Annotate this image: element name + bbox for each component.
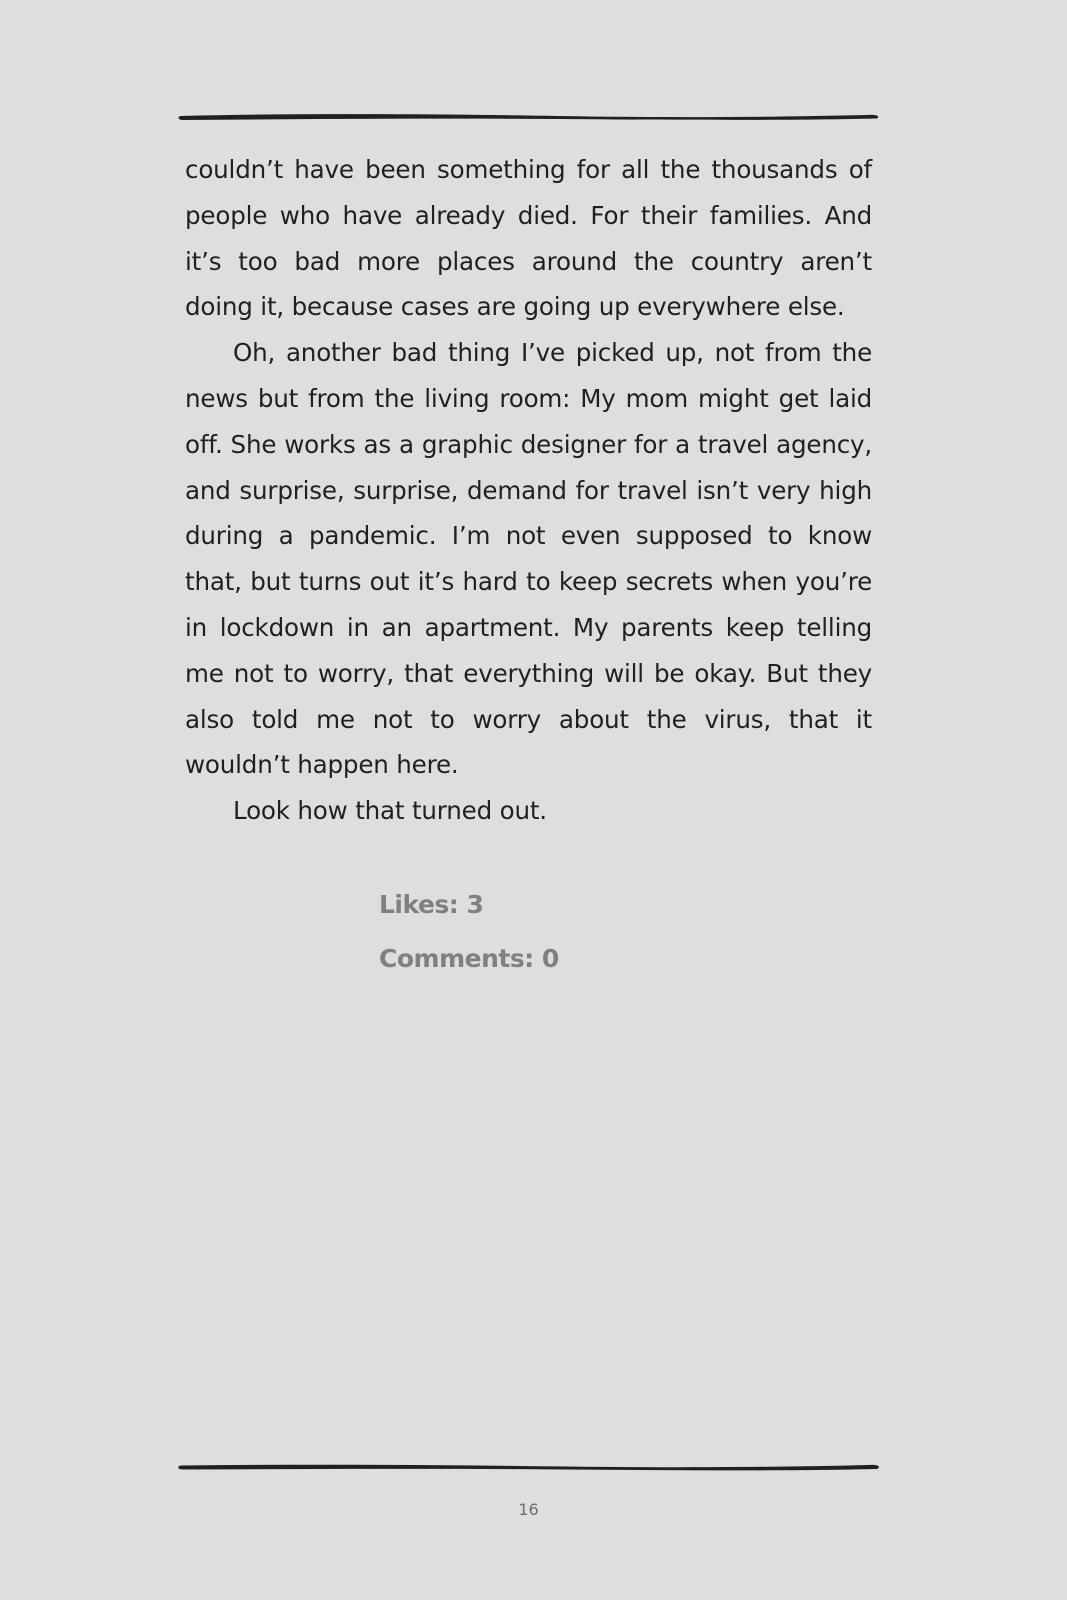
post-stats: [379, 888, 559, 996]
body-text: [185, 147, 872, 834]
paragraph-continued: couldn’t have been something for all the thousands of people who have already died. For their families. And it’s too bad more places around the country aren’t doing it, because cases are going up everywhere else.: [185, 155, 872, 322]
top-divider-rule: [177, 110, 881, 124]
paragraph-closing: Look how that turned out.: [233, 796, 547, 826]
bottom-divider-rule: [177, 1460, 881, 1474]
page-number: 16: [518, 1500, 539, 1519]
paragraph-mom-layoff: Oh, another bad thing I’ve picked up, not from the news but from the living room: My mom might get laid off. She works as a graphic designer for a travel agency, and surprise, surprise, demand for travel isn’t very high during a pandemic. I’m not even supposed to know that, but turns out it’s hard to keep secrets when you’re in lockdown in an apartment. My parents keep telling me not to worry, that everything will be okay. But they also told me not to worry about the virus, that it wouldn’t happen here.: [185, 338, 872, 780]
comments-count: Comments: 0: [379, 944, 559, 973]
likes-count: Likes: 3: [379, 890, 484, 919]
